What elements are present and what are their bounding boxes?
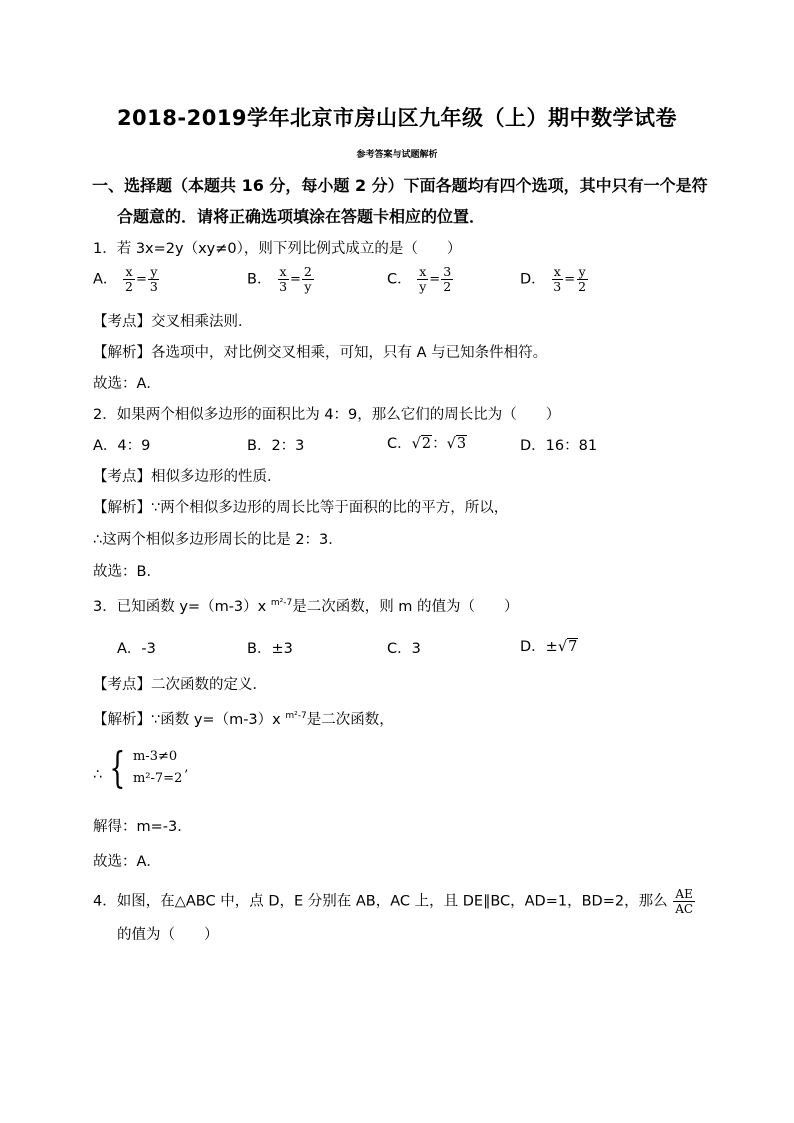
q4-stem-text: 4．如图，在△ABC 中，点 D，E 分别在 AB，AC 上，且 DE∥BC，AD=1，BD=2，那么 [93, 893, 668, 910]
ratio-separator: ： [432, 436, 447, 452]
equals-sign: = [290, 272, 301, 287]
frac-denominator: y [304, 279, 312, 294]
frac-numerator: x [279, 264, 287, 279]
q1-option-c [387, 265, 454, 294]
frac-numerator: x [125, 264, 133, 279]
frac-denominator: 2 [443, 279, 452, 294]
system-comma: , [184, 760, 189, 775]
q3-stem-part2: 是二次函数，则 m 的值为（ ） [292, 599, 519, 615]
frac-denominator: 3 [279, 279, 288, 294]
q1-option-c-label: C． [387, 271, 412, 288]
q3-option-a: A．-3 [117, 641, 156, 657]
left-brace-icon: { [109, 743, 126, 792]
system-line-1: m-3≠0 [132, 749, 178, 764]
q1-answer: 故选：A． [93, 376, 161, 392]
q3-equation-system [93, 743, 189, 792]
page-subtitle: 参考答案与试题解析 [356, 150, 438, 160]
q3-option-d-label: D．± [520, 639, 558, 655]
frac-numerator: 3 [443, 264, 452, 279]
q1-option-a [93, 265, 161, 294]
radicand: 7 [568, 639, 578, 655]
frac-numerator: AE [675, 887, 693, 901]
q3-stem [93, 595, 519, 616]
q3-jiexi-part2: 是二次函数， [306, 712, 394, 728]
q2-option-b: B．2：3 [247, 438, 305, 454]
q1-option-d [520, 265, 589, 294]
q2-jiexi: 【解析】∵两个相似多边形的周长比等于面积的比的平方，所以， [93, 500, 509, 516]
q2-option-a: A．4：9 [93, 438, 151, 454]
q3-jiexi-part1: 【解析】∵函数 y=（m-3）x [93, 712, 281, 728]
frac-denominator: y [419, 279, 427, 294]
equals-sign: = [135, 272, 147, 287]
frac-numerator: 2 [303, 264, 312, 279]
page-title: 2018-2019学年北京市房山区九年级（上）期中数学试卷 [116, 106, 678, 130]
q3-option-d [520, 635, 578, 656]
q3-option-b: B．±3 [247, 641, 293, 657]
q3-stem-part1: 3．已知函数 y=（m-3）x [93, 599, 267, 615]
equals-sign: = [564, 272, 576, 287]
sqrt-symbol: √7 [557, 639, 578, 655]
q2-kaodian: 【考点】相似多边形的性质． [93, 469, 282, 485]
section-heading-line1: 一、选择题（本题共 16 分，每小题 2 分）下面各题均有四个选项，其中只有一个是符 [92, 176, 708, 195]
q3-option-c: C．3 [387, 641, 421, 657]
q3-kaodian: 【考点】二次函数的定义． [93, 677, 267, 693]
q4-stem [93, 887, 696, 916]
q1-option-a-frac1 [123, 265, 135, 294]
q1-option-b-label: B． [247, 271, 272, 288]
sqrt-symbol: √3 [446, 436, 467, 452]
q1-kaodian: 【考点】交叉相乘法则． [93, 314, 253, 330]
radicand: 2 [421, 436, 432, 452]
q3-jiexi [93, 708, 394, 729]
q1-option-a-frac2 [148, 265, 160, 294]
q1-option-d-label: D． [520, 271, 546, 288]
q1-option-d-frac1 [551, 265, 563, 294]
q2-stem: 2．如果两个相似多边形的面积比为 4：9，那么它们的周长比为（ ） [93, 407, 561, 423]
q1-option-c-frac1 [417, 265, 428, 294]
radicand: 3 [456, 436, 467, 452]
q1-option-b-frac2 [302, 265, 314, 294]
system-lines [133, 746, 182, 790]
frac-numerator: x [553, 264, 561, 279]
equals-sign: = [429, 272, 441, 287]
frac-numerator: x [419, 264, 427, 279]
q1-option-a-label: A． [93, 271, 118, 288]
q1-option-c-frac2 [441, 265, 453, 294]
sqrt-symbol: √2 [411, 436, 432, 452]
frac-denominator: 3 [553, 279, 562, 294]
frac-numerator: y [150, 264, 158, 279]
system-line-2: m²-7=2 [132, 771, 183, 786]
q1-option-b-frac1 [277, 265, 289, 294]
q1-stem: 1．若 3x=2y（xy≠0），则下列比例式成立的是（ ） [93, 241, 462, 257]
section-heading-line2: 合题意的．请将正确选项填涂在答题卡相应的位置． [117, 207, 486, 226]
q3-solve: 解得：m=-3． [93, 819, 192, 835]
q4-fraction [673, 887, 695, 916]
q1-option-d-frac2 [576, 265, 588, 294]
q4-stem-line2: 的值为（ ） [117, 927, 219, 943]
q2-option-c [387, 432, 467, 453]
frac-denominator: AC [675, 902, 694, 916]
q2-option-c-label: C． [387, 436, 412, 452]
frac-denominator: 2 [578, 279, 587, 294]
q2-option-d: D．16：81 [520, 438, 598, 454]
frac-denominator: 3 [149, 279, 158, 294]
frac-denominator: 2 [125, 279, 133, 294]
q3-answer: 故选：A． [93, 854, 161, 870]
q3-jiexi-exponent: m²-7 [285, 711, 307, 722]
q2-conclusion: ∴这两个相似多边形周长的比是 2：3． [93, 532, 343, 548]
q2-answer: 故选：B． [93, 564, 161, 580]
q3-exponent: m²-7 [270, 598, 293, 609]
therefore-symbol: ∴ [93, 767, 103, 783]
q1-jiexi: 【解析】各选项中，对比例交叉相乘，可知，只有 A 与已知条件相符。 [93, 345, 548, 361]
frac-numerator: y [578, 264, 586, 279]
q1-option-b [247, 265, 315, 294]
